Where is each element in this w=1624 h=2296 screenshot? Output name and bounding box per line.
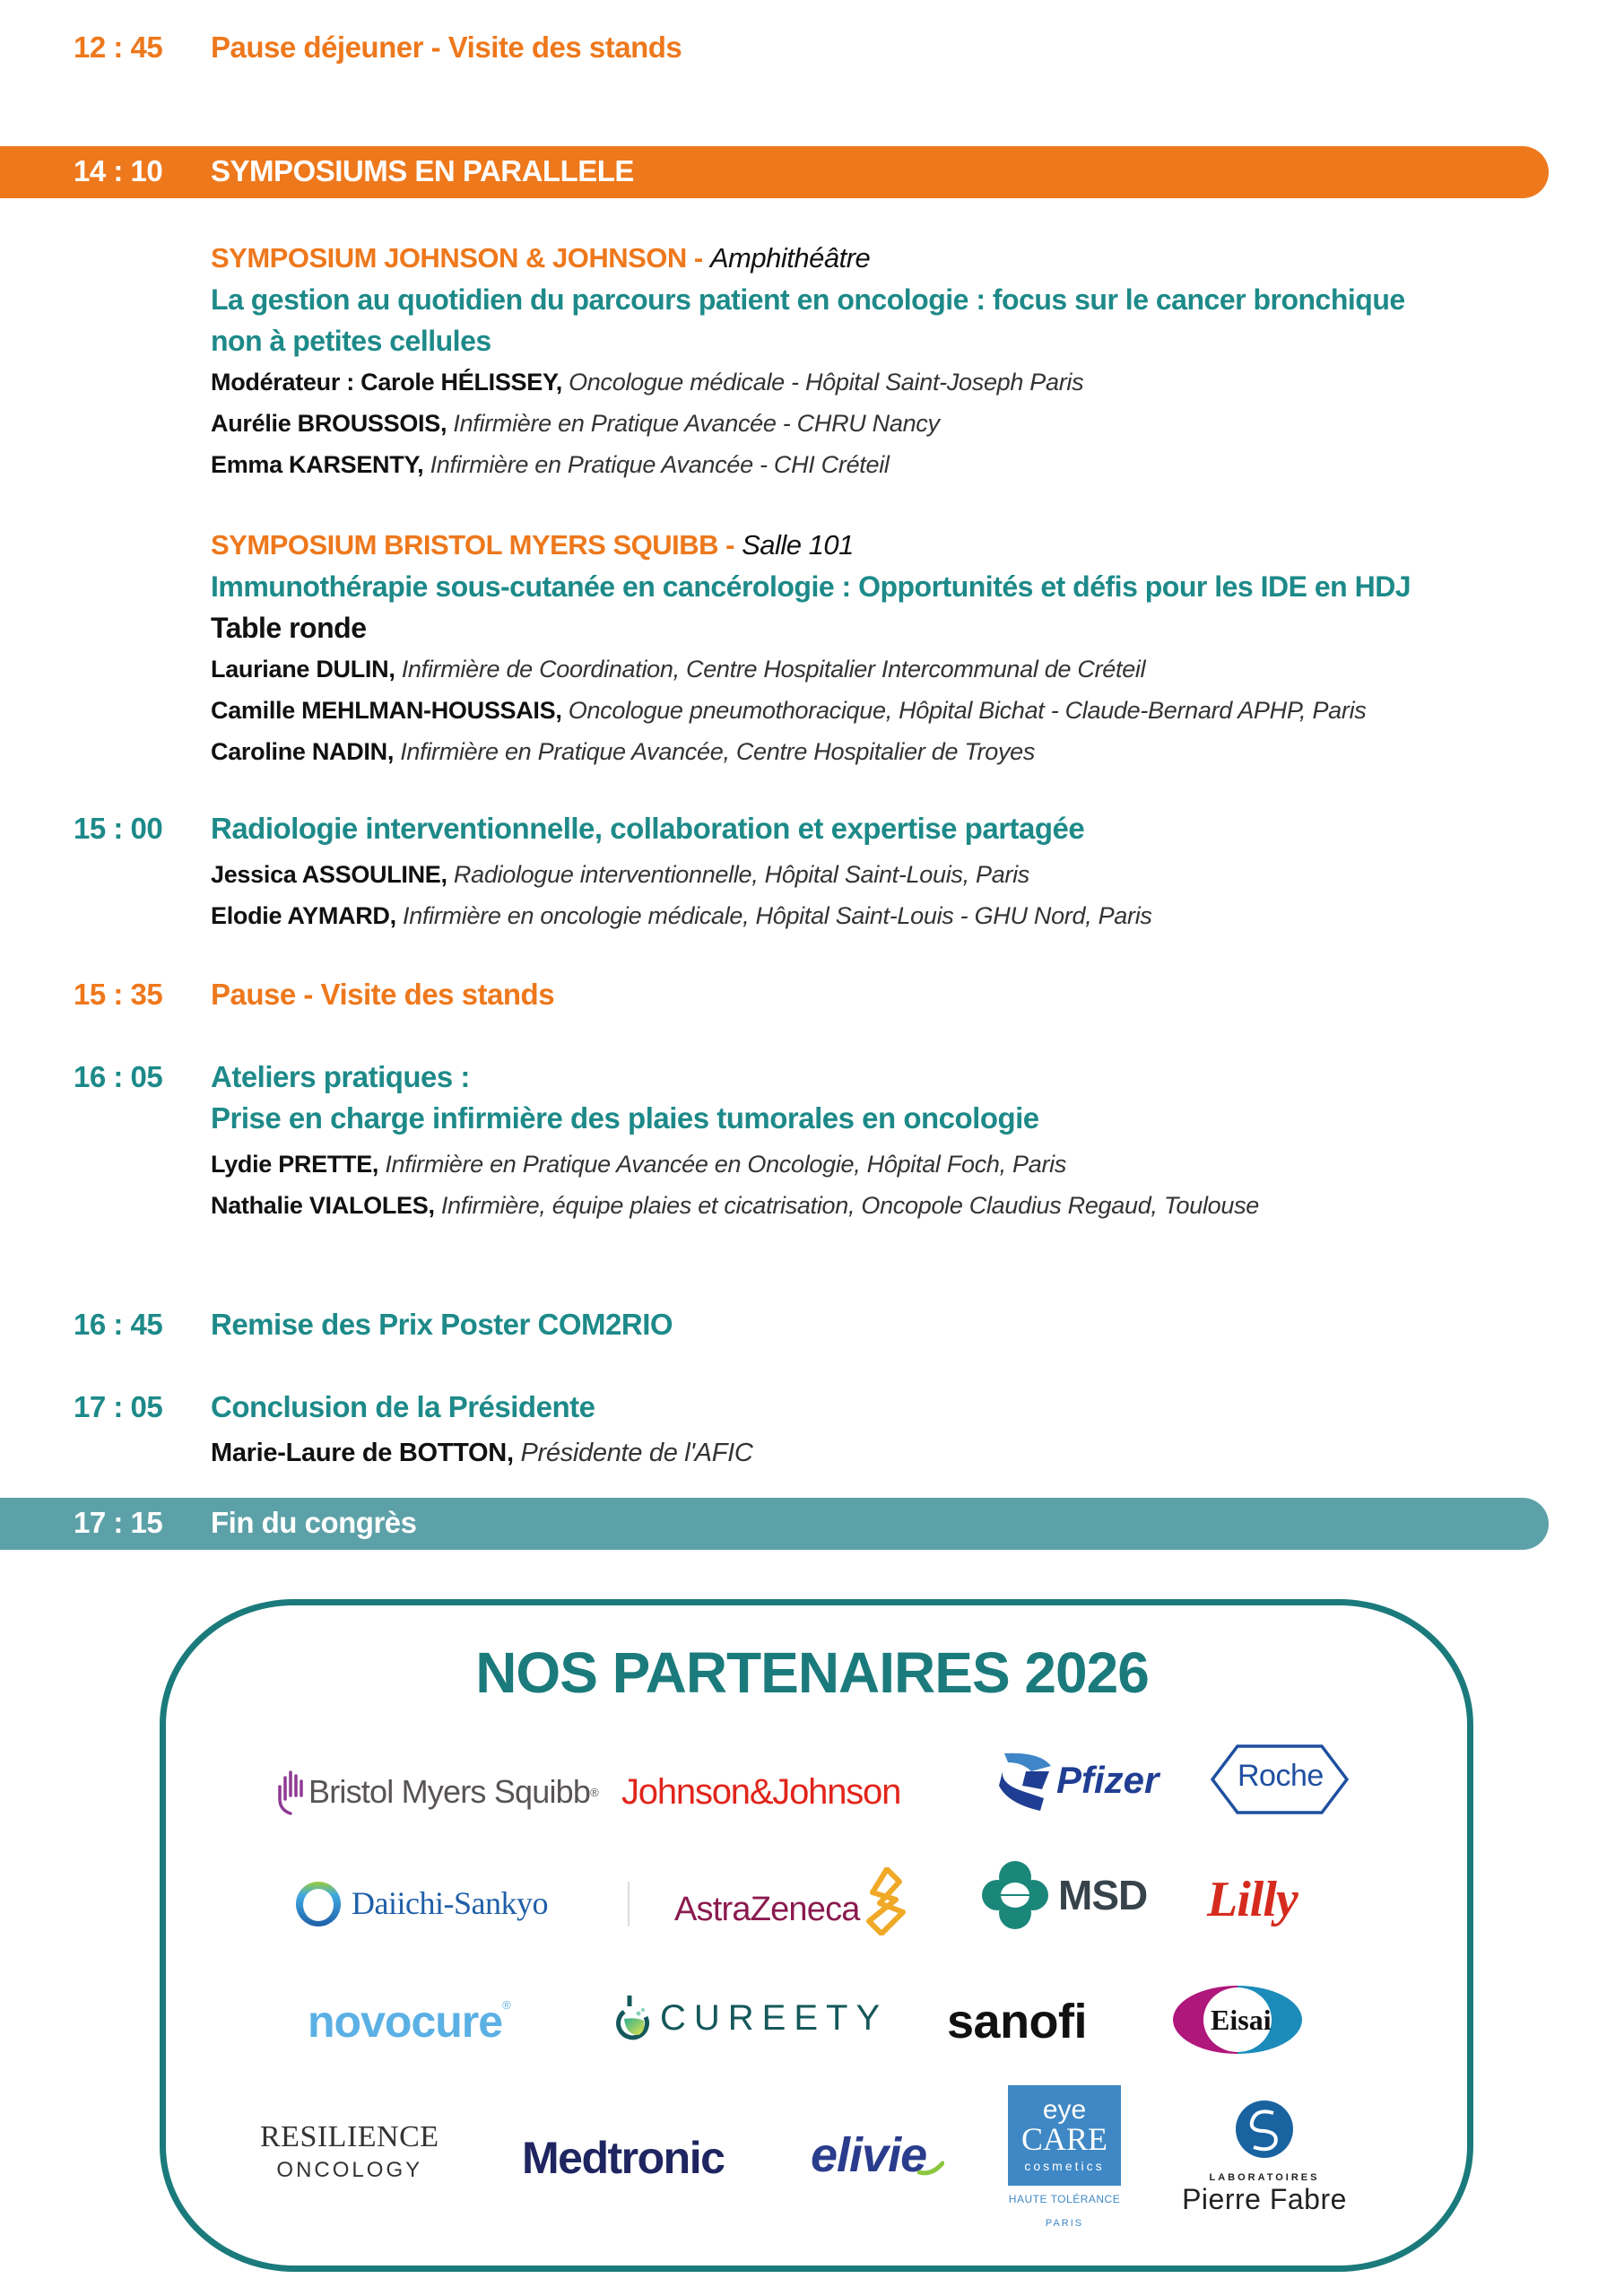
time-label: 12 : 45 [74,30,163,64]
logo-cureety [615,1989,888,2047]
registered-mark: ® [590,1785,599,1799]
speaker-name: Marie-Laure de BOTTON, [211,1439,514,1467]
speaker-name: Camille MEHLMAN-HOUSSAIS, [211,697,562,724]
logo-bms [276,1765,599,1819]
symposium-jnj [211,238,1405,485]
logo-eyecare [1006,2085,1123,2274]
schedule-item-break [0,978,1624,1022]
speaker [211,895,1152,936]
speaker-role: Présidente de l'AFIC [520,1439,753,1467]
logo-divider [628,1882,630,1926]
logo-eyecare-line4: HAUTE TOLÉRANCE [1008,2193,1121,2205]
logo-msd-text: MSD [1058,1872,1148,1918]
symposium-heading [211,238,1405,279]
schedule-item-lunch [0,30,1624,75]
symposium-sponsor: SYMPOSIUM JOHNSON & JOHNSON - [211,242,703,274]
speaker [211,1432,753,1474]
symposium-title-line1: La gestion au quotidien du parcours patient en oncologie : focus sur le cancer bronchique [211,283,1405,316]
conclusion-speakers [211,1432,753,1474]
logo-eisai [1171,1984,1272,2056]
logo-jnj [621,1765,900,1819]
eyecare-box [1008,2085,1121,2186]
logo-jnj-text: Johnson&Johnson [621,1771,901,1812]
logo-medtronic-text: Medtronic [522,2133,725,2183]
symposium-bms [211,525,1411,772]
session-title: Pause - Visite des stands [211,978,555,1011]
symposium-heading [211,525,1411,566]
schedule-item-symposiums [0,154,1624,199]
speaker-role: Oncologue médicale - Hôpital Saint-Joseph Paris [569,369,1084,396]
logo-pierrefabre [1166,2099,1363,2242]
logo-daiichi [294,1876,548,1930]
logo-daiichi-text: Daiichi-Sankyo [352,1885,548,1921]
time-label: 15 : 00 [74,812,163,845]
session-title: Conclusion de la Présidente [211,1390,595,1423]
speaker [211,444,1405,485]
hand-icon [276,1769,303,1815]
schedule-item-radiology [0,812,1624,857]
session-subtitle: Prise en charge infirmière des plaies tumorales en oncologie [211,1101,1039,1135]
speaker-name: Lauriane DULIN, [211,656,395,683]
speaker [211,690,1411,731]
logo-eisai-text: Eisai [1211,2003,1272,2036]
speaker-name: Emma KARSENTY, [211,451,424,478]
speaker-name: Modérateur : Carole HÉLISSEY, [211,369,562,396]
swirl-icon [860,1867,907,1935]
logo-pierrefabre-line2: Pierre Fabre [1182,2183,1347,2215]
speaker-role: Radiologue interventionnelle, Hôpital Saint-Louis, Paris [453,861,1030,888]
speaker-role: Infirmière de Coordination, Centre Hospitalier Intercommunal de Créteil [401,656,1146,683]
speaker-name: Jessica ASSOULINE, [211,861,447,888]
time-label: 14 : 10 [74,154,163,187]
workshops-subtitle-row [0,1101,1624,1146]
time-label: 17 : 05 [74,1390,163,1423]
logo-roche [1211,1744,1324,1812]
quatrefoil-icon [981,1859,1049,1931]
schedule-item-conclusion [0,1390,1624,1435]
logo-eyecare-line2: CARE [1020,2121,1107,2157]
logo-elivie-text: elivie [811,2128,927,2182]
time-label: 15 : 35 [74,978,163,1011]
speaker-role: Infirmière en Pratique Avancée - CHI Créteil [430,451,890,478]
logo-lilly [1207,1864,1298,1935]
logo-bms-text: Bristol Myers Squibb [308,1773,591,1810]
time-label: 16 : 05 [74,1060,163,1093]
session-title: Radiologie interventionnelle, collaboration et expertise partagée [211,812,1085,845]
drop-circle-icon [294,1878,343,1928]
time-label: 17 : 15 [74,1506,163,1539]
logo-msd [981,1859,1147,1931]
speaker-name: Elodie AYMARD, [211,902,396,929]
speaker [211,1144,1259,1185]
symposium-format: Table ronde [211,612,367,644]
logo-resilience-line2: ONCOLOGY [276,2158,423,2182]
speaker-name: Nathalie VIALOLES, [211,1192,435,1219]
logo-elivie [811,2126,944,2185]
registered-mark: ® [502,1998,511,2012]
session-title: Ateliers pratiques : [211,1060,470,1093]
flask-circle-icon [615,1992,651,2044]
logo-roche-text: Roche [1238,1758,1324,1793]
session-title: SYMPOSIUMS EN PARALLELE [211,154,634,187]
schedule-item-awards [0,1308,1624,1352]
speaker [211,361,1405,403]
radiology-speakers [211,854,1152,936]
helix-icon [995,1744,1053,1816]
schedule-item-end [0,1506,1624,1551]
logo-astrazeneca [674,1866,907,1937]
logo-eyecare-line5: PARIS [1045,2218,1084,2229]
logo-astrazeneca-text: AstraZeneca [674,1890,860,1928]
symposium-title: Immunothérapie sous-cutanée en cancérologie : Opportunités et défis pour les IDE en HDJ [211,570,1411,603]
speaker-role: Infirmière en Pratique Avancée, Centre Hospitalier de Troyes [400,738,1036,765]
speaker-role: Infirmière en Pratique Avancée en Oncologie, Hôpital Foch, Paris [385,1151,1067,1178]
logo-eyecare-line3: cosmetics [1024,2159,1105,2173]
logo-novocure-text-a: novo [308,1996,412,2047]
logo-pfizer-text: Pfizer [1056,1759,1159,1801]
logo-sanofi [947,1993,1087,2050]
symposium-title-line2: non à petites cellules [211,325,491,357]
schedule-item-workshops [0,1060,1624,1105]
speaker [211,854,1152,895]
speaker-name: Lydie PRETTE, [211,1151,379,1178]
logo-resilience-line1: RESILIENCE [260,2120,439,2153]
logo-medtronic [522,2129,724,2187]
s-circle-icon [1234,2099,1295,2160]
speaker [211,648,1411,690]
logo-novocure [308,1993,511,2050]
symposium-sponsor: SYMPOSIUM BRISTOL MYERS SQUIBB - [211,529,734,561]
logo-novocure-text-b: cure [411,1996,503,2047]
logo-eyecare-line1: eye [1042,2095,1087,2125]
speaker-role: Oncologue pneumothoracique, Hôpital Bichat - Claude-Bernard APHP, Paris [568,697,1367,724]
session-title: Fin du congrès [211,1506,417,1539]
session-title: Remise des Prix Poster COM2RIO [211,1308,673,1341]
speaker-role: Infirmière en oncologie médicale, Hôpital Saint-Louis - GHU Nord, Paris [403,902,1152,929]
speaker [211,1185,1259,1226]
speaker-role: Infirmière, équipe plaies et cicatrisation, Oncopole Claudius Regaud, Toulouse [440,1192,1260,1219]
logo-pfizer [995,1740,1159,1821]
speaker-name: Aurélie BROUSSOIS, [211,410,447,437]
logo-cureety-text: CUREETY [660,1997,889,2038]
symposium-room: Amphithéâtre [709,242,871,274]
speaker-role: Infirmière en Pratique Avancée - CHRU Nancy [453,410,940,437]
symposium-room: Salle 101 [742,529,854,561]
swoosh-icon [917,2151,944,2178]
partners-title: NOS PARTENAIRES 2026 [475,1640,1149,1705]
time-label: 16 : 45 [74,1308,163,1341]
logo-pierrefabre-line1: LABORATOIRES [1209,2172,1320,2183]
speaker [211,403,1405,444]
logo-lilly-text: Lilly [1207,1872,1298,1927]
workshops-speakers [211,1144,1259,1226]
logo-sanofi-text: sanofi [947,1995,1088,2048]
speaker [211,731,1411,772]
session-title: Pause déjeuner - Visite des stands [211,30,682,64]
logo-resilience [260,2120,439,2192]
speaker-name: Caroline NADIN, [211,738,395,765]
